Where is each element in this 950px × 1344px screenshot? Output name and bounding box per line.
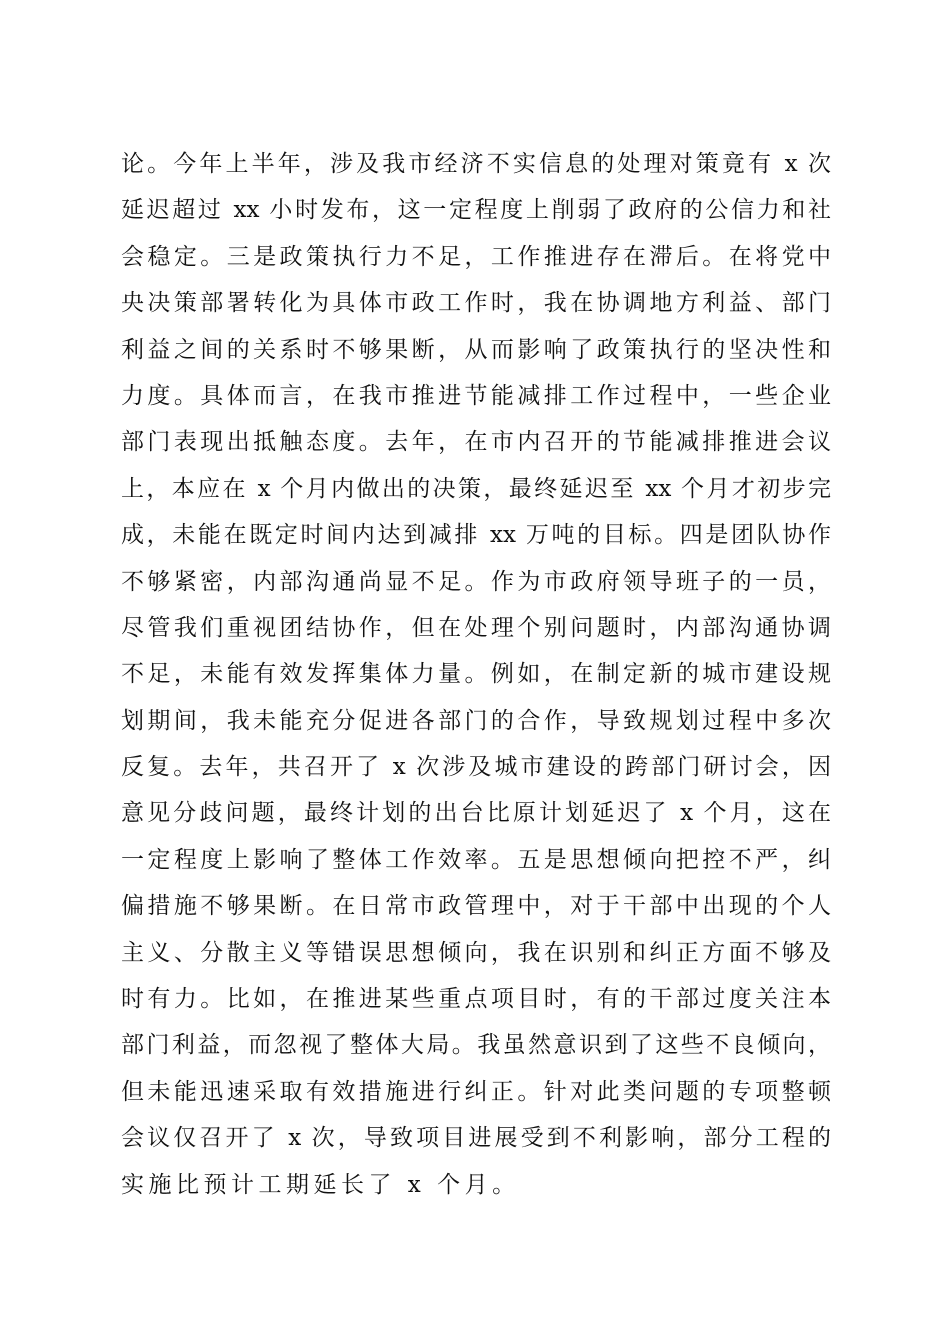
text-line: 时有力。比如，在推进某些重点项目时，有的干部过度关注本 <box>121 986 831 1013</box>
text-line: 一定程度上影响了整体工作效率。五是思想倾向把控不严，纠 <box>121 846 831 873</box>
text-line: 不够紧密，内部沟通尚显不足。作为市政府领导班子的一员， <box>121 568 831 595</box>
text-line: 但未能迅速采取有效措施进行纠正。针对此类问题的专项整顿 <box>121 1078 831 1105</box>
text-line: 意见分歧问题，最终计划的出台比原计划延迟了 x 个月，这在 <box>121 800 831 827</box>
text-line: 延迟超过 xx 小时发布，这一定程度上削弱了政府的公信力和社 <box>121 197 831 224</box>
text-line: 反复。去年，共召开了 x 次涉及城市建设的跨部门研讨会，因 <box>121 754 831 781</box>
body-paragraph <box>121 141 831 1208</box>
text-line: 主义、分散主义等错误思想倾向，我在识别和纠正方面不够及 <box>121 939 831 966</box>
text-line: 偏措施不够果断。在日常市政管理中，对于干部中出现的个人 <box>121 893 831 920</box>
text-line: 尽管我们重视团结协作，但在处理个别问题时，内部沟通协调 <box>121 614 831 641</box>
text-line: 成，未能在既定时间内达到减排 xx 万吨的目标。四是团队协作 <box>121 522 831 549</box>
text-line: 实施比预计工期延长了 x 个月。 <box>121 1171 520 1198</box>
text-line: 上，本应在 x 个月内做出的决策，最终延迟至 xx 个月才初步完 <box>121 475 831 502</box>
text-line: 不足，未能有效发挥集体力量。例如，在制定新的城市建设规 <box>121 661 831 688</box>
text-line: 会议仅召开了 x 次，导致项目进展受到不利影响，部分工程的 <box>121 1125 831 1152</box>
text-line: 央决策部署转化为具体市政工作时，我在协调地方利益、部门 <box>121 290 831 317</box>
text-line: 划期间，我未能充分促进各部门的合作，导致规划过程中多次 <box>121 707 831 734</box>
text-line: 会稳定。三是政策执行力不足，工作推进存在滞后。在将党中 <box>121 243 831 270</box>
text-line: 力度。具体而言，在我市推进节能减排工作过程中，一些企业 <box>121 382 831 409</box>
text-line: 论。今年上半年，涉及我市经济不实信息的处理对策竟有 x 次 <box>121 151 831 177</box>
text-line: 部门利益，而忽视了整体大局。我虽然意识到了这些不良倾向， <box>121 1032 831 1059</box>
text-line: 利益之间的关系时不够果断，从而影响了政策执行的坚决性和 <box>121 336 831 363</box>
text-line: 部门表现出抵触态度。去年，在市内召开的节能减排推进会议 <box>121 429 831 456</box>
